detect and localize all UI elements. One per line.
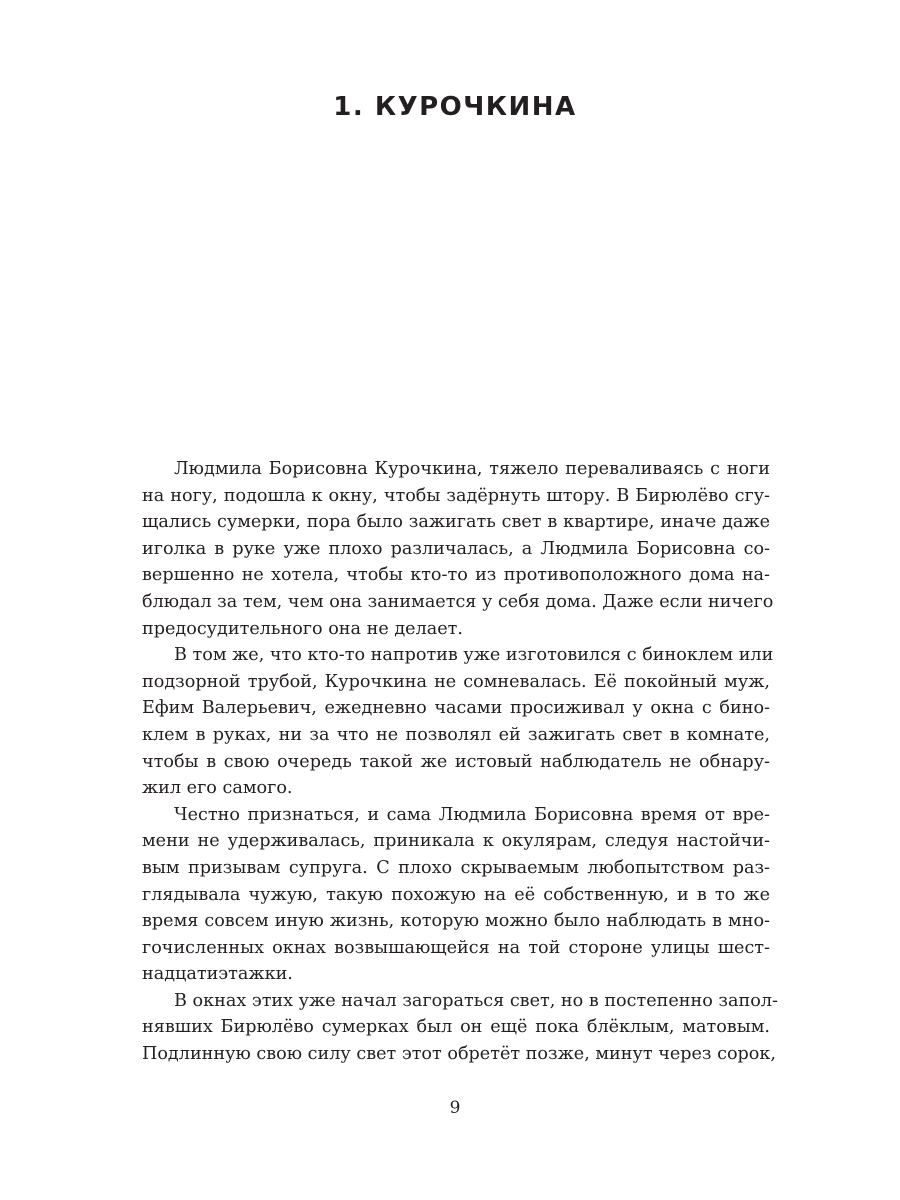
text-line: нявших Бирюлёво сумерках был он ещё пока блёклым, матовым. [142,1017,770,1038]
text-line: надцатиэтажки. [142,964,293,985]
paragraph-3 [142,802,770,988]
text-line: Подлинную свою силу свет этот обретёт позже, минут через сорок, [142,1044,776,1065]
text-line: мени не удерживалась, приникала к окулярам, следуя настойчи- [142,831,770,852]
text-line: на ногу, подошла к окну, чтобы задёрнуть штору. В Бирюлёво сгу- [142,485,770,506]
text-line: Ефим Валерьевич, ежедневно часами просиживал у окна с бино- [142,698,770,719]
text-line: предосудительного она не делает. [142,618,463,639]
text-line: Людмила Борисовна Курочкина, тяжело переваливаясь с ноги [174,459,770,479]
page-number: 9 [449,1098,461,1118]
text-line: клем в руках, ни за что не позволял ей зажигать свет в комнате, [142,724,770,745]
text-line: гочисленных окнах возвышающейся на той стороне улицы шест- [142,937,770,958]
text-line: В том же, что кто-то напротив уже изготовился с биноклем или [174,645,774,666]
body-text [142,456,778,1068]
text-line: время совсем иную жизнь, которую можно было наблюдать в мно- [142,911,770,932]
text-line: блюдал за тем, чем она занимается у себя дома. Даже если ничего [142,591,774,612]
text-line: В окнах этих уже начал загораться свет, но в постепенно запол- [174,990,778,1011]
text-line: вым призывам супруга. С плохо скрываемым любопытством раз- [142,857,770,878]
text-line: чтобы в свою очередь такой же истовый наблюдатель не обнару- [142,751,770,772]
text-line: иголка в руке уже плохо различалась, а Людмила Борисовна со- [142,538,770,559]
paragraph-2 [142,642,774,802]
paragraph-4 [142,988,778,1068]
paragraph-1 [142,456,774,642]
text-line: вершенно не хотела, чтобы кто-то из противоположного дома на- [142,565,770,586]
text-line: подзорной трубой, Курочкина не сомневалась. Её покойный муж, [142,671,770,692]
text-line: щались сумерки, пора было зажигать свет в квартире, иначе даже [142,512,770,533]
text-line: Честно признаться, и сама Людмила Борисовна время от вре- [174,804,770,825]
text-line: жил его самого. [142,778,293,799]
chapter-title: 1. КУРОЧКИНА [333,92,577,122]
text-line: глядывала чужую, такую похожую на её собственную, и в то же [142,884,770,905]
